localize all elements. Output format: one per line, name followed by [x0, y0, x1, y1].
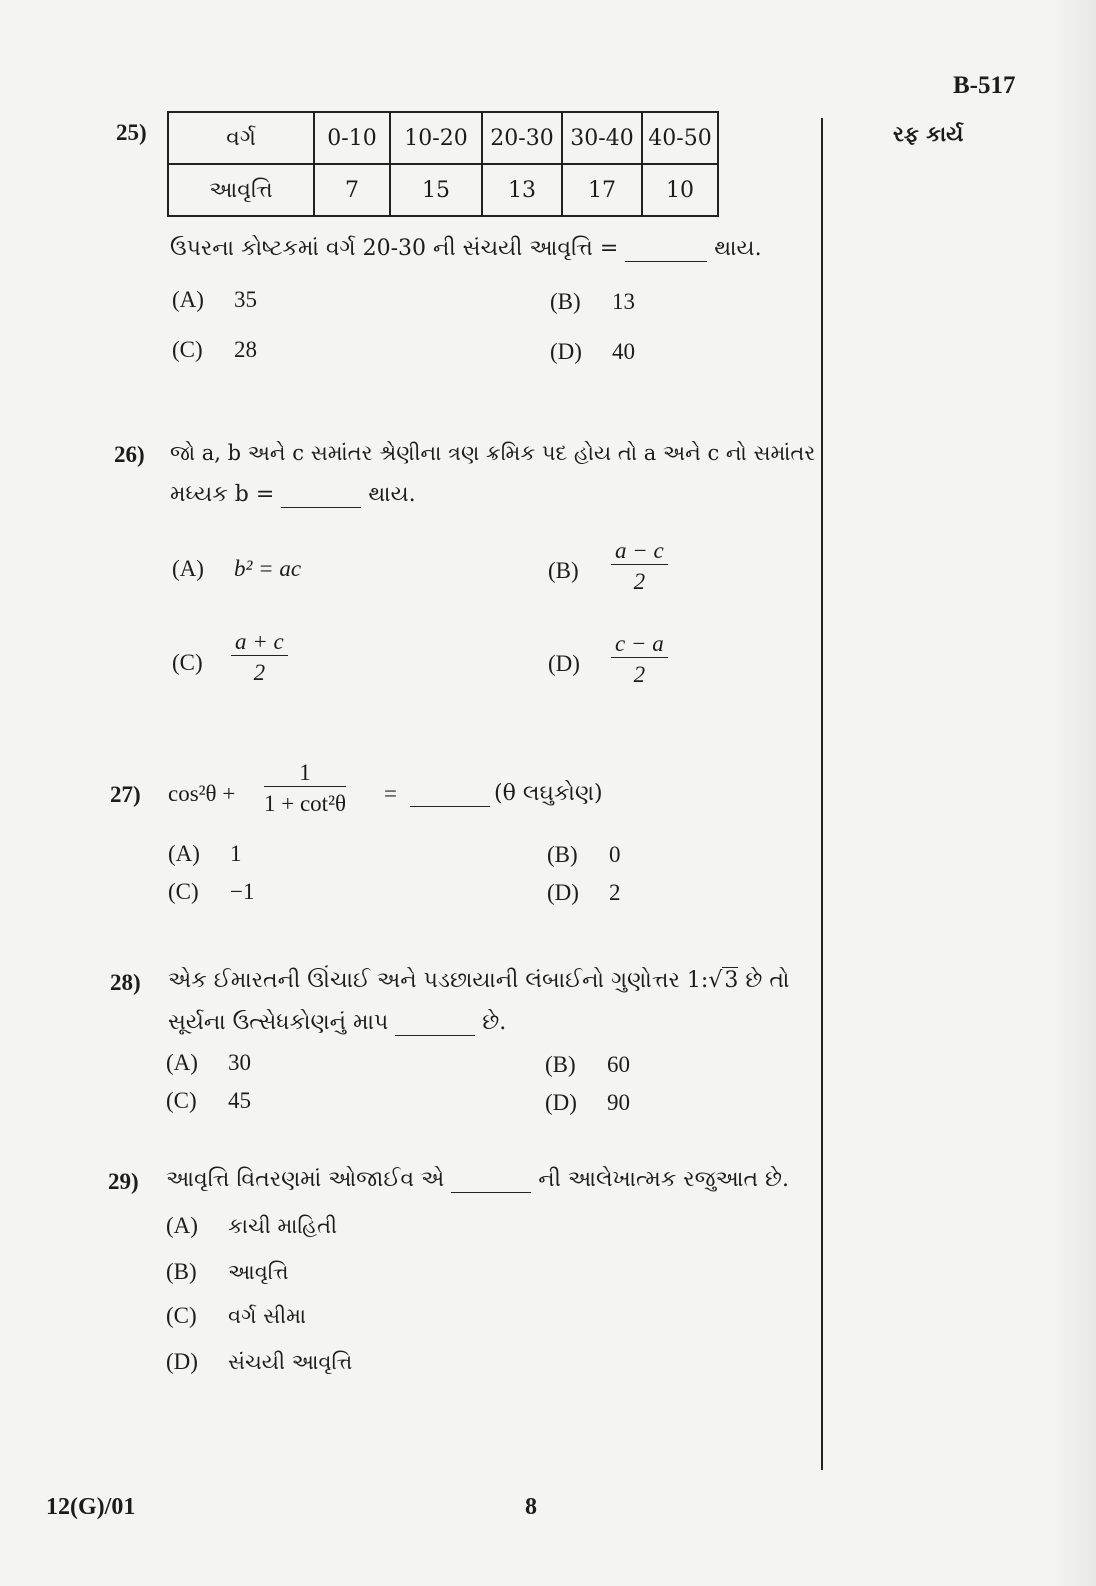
question-number: 26): [114, 442, 145, 467]
sqrt-sign: √: [708, 968, 723, 993]
option-label: (A): [166, 1213, 198, 1238]
numerator: a − c: [611, 538, 668, 565]
question-text: [168, 968, 789, 993]
question-number: 29): [108, 1169, 139, 1194]
question-stem: એક ઈમારતની ઊંચાઈ અને પડછાયાની લંબાઈનો ગુણોત્તર 1:: [168, 968, 709, 993]
numerator: a + c: [231, 629, 288, 656]
option-a: [172, 287, 257, 313]
option-value: 40: [612, 339, 635, 364]
option-b: [548, 558, 610, 584]
table-cell: 13: [482, 164, 562, 216]
denominator: 1 + cot²θ: [264, 791, 346, 816]
question-text: [166, 1167, 789, 1193]
page-number: 8: [525, 1494, 537, 1520]
answer-blank: [395, 1010, 475, 1036]
option-value: b² = ac: [234, 556, 302, 581]
numerator: c − a: [611, 631, 668, 658]
option-label: (B): [547, 842, 578, 867]
option-value: −1: [230, 879, 255, 904]
question-stem-end: ની આલેખાત્મક રજુઆત છે.: [538, 1167, 790, 1192]
denominator: 2: [633, 569, 646, 594]
table-row: [168, 112, 718, 164]
option-c: [172, 337, 257, 363]
paper-series-code: B-517: [953, 72, 1016, 99]
denominator: 2: [253, 660, 266, 685]
question-number: 28): [110, 970, 141, 995]
option-label: (C): [172, 337, 203, 362]
table-cell: 17: [562, 164, 642, 216]
option-d: [547, 880, 621, 906]
option-value: 0: [609, 842, 621, 867]
question-note: (θ લઘુકોણ): [494, 781, 603, 806]
option-a: [172, 556, 301, 582]
option-label: (B): [545, 1052, 576, 1077]
question-stem-end: થાય.: [714, 236, 762, 261]
option-d: [548, 651, 610, 677]
option-a: [166, 1050, 251, 1076]
answer-blank: [451, 1167, 531, 1193]
option-value: 13: [612, 289, 635, 314]
table-cell: 10: [642, 164, 718, 216]
option-value: 1: [230, 841, 242, 866]
option-c: [172, 650, 234, 676]
option-label: (B): [548, 558, 579, 583]
answer-blank: [410, 782, 490, 807]
fraction: [611, 538, 668, 595]
table-cell: 40-50: [642, 112, 718, 164]
fraction: [231, 629, 288, 686]
option-c: [168, 879, 254, 905]
row-header: વર્ગ: [168, 112, 314, 164]
question-stem-end: છે તો: [745, 968, 790, 993]
numerator: 1: [264, 760, 346, 787]
option-label: (A): [172, 556, 204, 581]
question-text-line2: [170, 482, 416, 508]
expression-start: cos²θ +: [168, 781, 236, 806]
answer-blank: [281, 482, 361, 508]
question-text: [170, 236, 762, 262]
option-value: 60: [607, 1052, 630, 1077]
option-c: [166, 1088, 251, 1114]
margin-divider: [821, 118, 823, 1470]
question-stem: મધ્યક b =: [170, 482, 275, 507]
option-d: [545, 1090, 630, 1116]
table-cell: 7: [314, 164, 390, 216]
option-d: [166, 1349, 352, 1375]
option-value: 45: [228, 1088, 251, 1113]
option-value: આવૃત્તિ: [228, 1260, 289, 1284]
question-stem: આવૃત્તિ વિતરણમાં ઓજાઈવ એ: [166, 1167, 445, 1192]
option-value: 35: [234, 287, 257, 312]
question-stem-end: થાય.: [368, 482, 416, 507]
question-stem-end: છે.: [482, 1010, 507, 1035]
question-stem: ઉપરના કોષ્ટકમાં વર્ગ 20-30 ની સંચયી આવૃત્તિ =: [170, 236, 619, 261]
option-value: 90: [607, 1090, 630, 1115]
option-value: 30: [228, 1050, 251, 1075]
option-value: 2: [609, 880, 621, 905]
denominator: 2: [633, 662, 646, 687]
option-label: (B): [166, 1259, 197, 1284]
sqrt-radicand: 3: [724, 968, 739, 993]
option-value: વર્ગ સીમા: [228, 1304, 307, 1328]
option-c: [166, 1303, 306, 1329]
option-d: [550, 339, 635, 365]
answer-blank: [625, 236, 707, 262]
question-text-line2: [168, 1010, 506, 1036]
option-label: (D): [545, 1090, 577, 1115]
option-label: (C): [166, 1303, 197, 1328]
table-cell: 10-20: [390, 112, 482, 164]
paper-edge: [1054, 0, 1096, 1586]
option-label: (D): [166, 1349, 198, 1374]
option-value: કાચી માહિતી: [228, 1214, 338, 1238]
option-label: (A): [168, 841, 200, 866]
option-value: 28: [234, 337, 257, 362]
table-cell: 30-40: [562, 112, 642, 164]
option-label: (A): [172, 287, 204, 312]
option-label: (D): [550, 339, 582, 364]
option-b: [545, 1052, 630, 1078]
question-text: જો a, b અને c સમાંતર શ્રેણીના ત્રણ ક્રમિક પદ હોય તો a અને c નો સમાંતર: [170, 441, 816, 465]
table-row: [168, 164, 718, 216]
option-b: [547, 842, 621, 868]
option-label: (C): [172, 650, 203, 675]
fraction: [264, 760, 346, 817]
rough-work-label: રફ કાર્ય: [893, 122, 964, 146]
option-label: (C): [168, 879, 199, 904]
option-b: [166, 1259, 289, 1285]
option-label: (D): [547, 880, 579, 905]
fraction: [611, 631, 668, 688]
option-label: (B): [550, 289, 581, 314]
frequency-table: [167, 111, 719, 217]
question-number: 27): [110, 782, 141, 807]
question-stem: સૂર્યના ઉત્સેધકોણનું માપ: [168, 1010, 389, 1035]
option-a: [166, 1213, 337, 1239]
table-cell: 15: [390, 164, 482, 216]
equals-sign: =: [384, 781, 397, 806]
option-label: (A): [166, 1050, 198, 1075]
table-cell: 20-30: [482, 112, 562, 164]
row-header: આવૃત્તિ: [168, 164, 314, 216]
option-a: [168, 841, 242, 867]
option-value: સંચયી આવૃત્તિ: [228, 1350, 353, 1374]
footer-paper-code: 12(G)/01: [46, 1494, 136, 1520]
question-number: 25): [116, 120, 147, 145]
option-b: [550, 289, 635, 315]
option-label: (D): [548, 651, 580, 676]
option-label: (C): [166, 1088, 197, 1113]
table-cell: 0-10: [314, 112, 390, 164]
